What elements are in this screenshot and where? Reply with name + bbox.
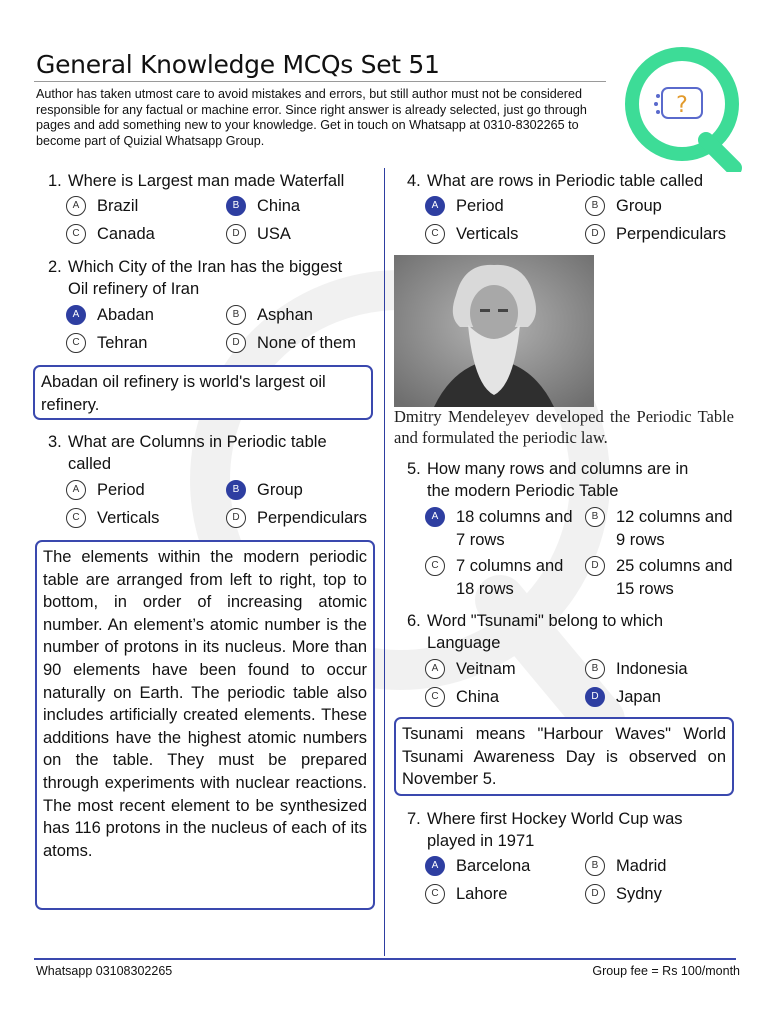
option-label: Madrid [616, 857, 667, 875]
option-label: Barcelona [456, 857, 531, 875]
column-divider [384, 168, 385, 956]
option-letter: A [66, 305, 86, 325]
footer-whatsapp: Whatsapp 03108302265 [36, 964, 173, 978]
question-text: Where first Hockey World Cup was [427, 810, 683, 828]
question-text: What are Columns in Periodic table [68, 433, 327, 451]
option-label: Period [97, 481, 145, 499]
option-label: Veitnam [456, 660, 516, 678]
option-letter: B [226, 480, 246, 500]
question-number: 7. [407, 810, 421, 828]
option-letter: A [425, 659, 445, 679]
question-text: Word "Tsunami" belong to which [427, 612, 664, 630]
option-letter: B [226, 196, 246, 216]
option-label: Period [456, 197, 504, 215]
option-letter: D [585, 884, 605, 904]
option-label: 12 columns and 9 rows [616, 508, 733, 549]
option-letter: D [585, 556, 605, 576]
option-label: Perpendiculars [257, 509, 368, 527]
option-letter: C [425, 224, 445, 244]
option-letter: B [585, 659, 605, 679]
option-label: Verticals [456, 225, 519, 243]
option-label: 25 columns and 15 rows [616, 557, 733, 598]
option-letter: D [226, 224, 246, 244]
option-letter: B [585, 856, 605, 876]
question-text: What are rows in Periodic table called [427, 172, 704, 190]
option-letter: A [425, 856, 445, 876]
question-number: 1. [48, 172, 62, 190]
option-label: 18 columns and 7 rows [456, 508, 573, 549]
svg-text:?: ? [676, 93, 688, 118]
option-label: Abadan [97, 306, 154, 324]
disclaimer-text: Author has taken utmost care to avoid mistakes and errors, but still author must not be considered responsible for any factual or machine error. Since right answer is already selected, just go through pages and add something new to your knowledge. Get in touch on Whatsapp at 0310-8302265 to become part of Quizial Whatsapp Group. [36, 87, 587, 148]
question-number: 4. [407, 172, 421, 190]
option-label: Brazil [97, 197, 139, 215]
option-label: Sydny [616, 885, 662, 903]
q3-explanation-box: The elements within the modern periodic table are arranged from left to right, top to bottom, in order of increasing atomic number. An element’s atomic number is the number of protons in its nucleus. More than 90 elements have been found to occur naturally on Earth. The periodic table also includes artificially created elements. These additions have the highest atomic numbers on the table. They must be prepared through experiments with nuclear reactions. The most recent element to be synthesized has 116 protons in the nucleus of each of its atoms. [35, 540, 375, 910]
question-number: 3. [48, 433, 62, 451]
option-label: Indonesia [616, 660, 688, 678]
option-letter: B [585, 507, 605, 527]
option-letter: C [66, 224, 86, 244]
option-label: Asphan [257, 306, 313, 324]
question-text: Where is Largest man made Waterfall [68, 172, 345, 190]
option-letter: D [585, 687, 605, 707]
option-letter: B [226, 305, 246, 325]
page-title: General Knowledge MCQs Set 51 [36, 50, 440, 79]
option-letter: A [425, 196, 445, 216]
option-letter: D [226, 333, 246, 353]
option-letter: A [66, 196, 86, 216]
mendeleyev-portrait-photo [394, 255, 594, 407]
option-letter: D [226, 508, 246, 528]
option-label: Group [616, 197, 662, 215]
question-text: Which City of the Iran has the biggest [68, 258, 343, 276]
option-label: China [257, 197, 301, 215]
question-text: the modern Periodic Table [427, 482, 619, 500]
photo-caption: Dmitry Mendeleyev developed the Periodic Table and formulated the periodic law. [394, 407, 734, 447]
option-label: Tehran [97, 334, 148, 352]
option-label: Lahore [456, 885, 508, 903]
quizial-q-logo-icon [622, 44, 744, 172]
question-number: 6. [407, 612, 421, 630]
question-number: 5. [407, 460, 421, 478]
question-text: How many rows and columns are in [427, 460, 689, 478]
q6-explanation-box: Tsunami means "Harbour Waves" World Tsunami Awareness Day is observed on November 5. [394, 717, 734, 796]
option-letter: C [66, 508, 86, 528]
question-number: 2. [48, 258, 62, 276]
title-divider [34, 81, 606, 82]
question-text: played in 1971 [427, 832, 535, 850]
option-label: Verticals [97, 509, 160, 527]
option-letter: C [425, 687, 445, 707]
question-text: Oil refinery of Iran [68, 280, 200, 298]
option-letter: A [425, 507, 445, 527]
footer-divider [34, 958, 736, 960]
option-letter: A [66, 480, 86, 500]
option-label: None of them [257, 334, 357, 352]
option-label: 7 columns and 18 rows [456, 557, 564, 598]
option-letter: C [66, 333, 86, 353]
option-letter: C [425, 556, 445, 576]
option-label: USA [257, 225, 291, 243]
option-label: Canada [97, 225, 155, 243]
question-text: Language [427, 634, 501, 652]
option-label: Japan [616, 688, 661, 706]
question-text: called [68, 455, 112, 473]
option-label: Group [257, 481, 303, 499]
option-letter: B [585, 196, 605, 216]
option-label: Perpendiculars [616, 225, 727, 243]
option-letter: D [585, 224, 605, 244]
footer-group-fee: Group fee = Rs 100/month [592, 964, 740, 978]
q2-explanation-box: Abadan oil refinery is world's largest oil refinery. [33, 365, 373, 420]
option-label: China [456, 688, 500, 706]
option-letter: C [425, 884, 445, 904]
